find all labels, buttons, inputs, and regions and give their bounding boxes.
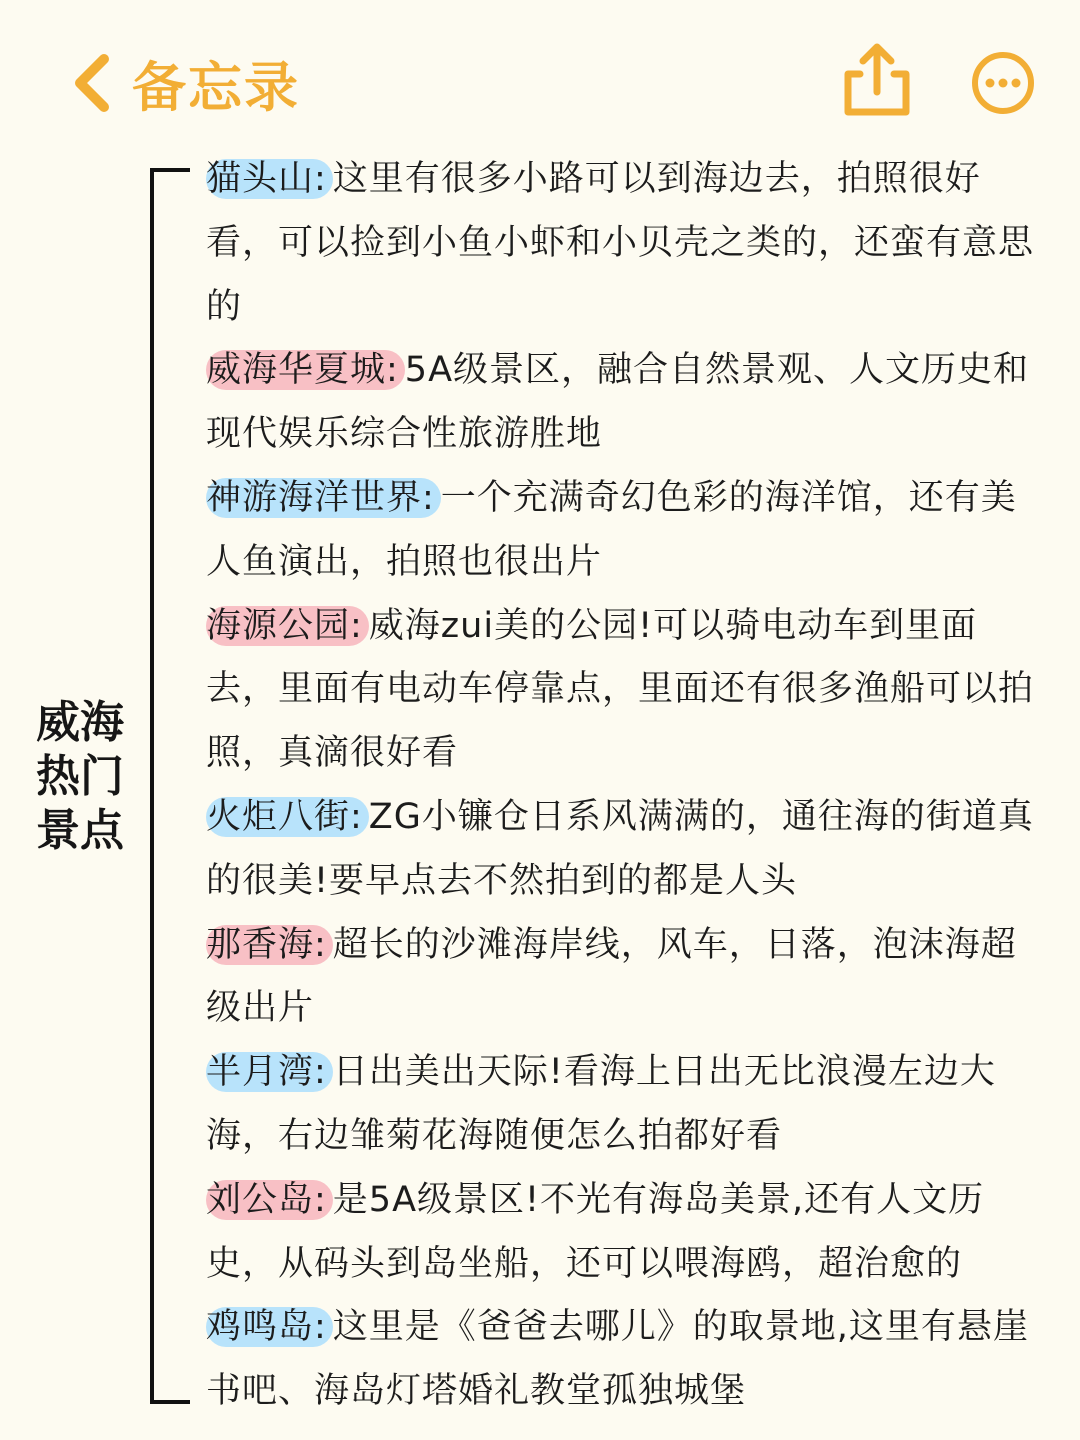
attraction-description: 超长的沙滩海岸线，风车，日落，泡沫海超级出片 [206,924,1017,1029]
attraction-name: 海源公园: [206,606,369,646]
navigation-bar [0,0,1080,150]
attraction-name: 鸡鸣岛: [206,1307,333,1347]
attraction-description: 威海zui美的公园!可以骑电动车到里面去，里面有电动车停靠点，里面还有很多渔船可以拍照，真滴很好看 [206,605,1035,774]
attraction-name: 神游海洋世界: [206,478,441,518]
list-item [206,467,1040,595]
share-button[interactable] [836,40,916,120]
attraction-name: 威海华夏城: [206,350,405,390]
attraction-name: 半月湾: [206,1052,333,1092]
attraction-description: 一个充满奇幻色彩的海洋馆，还有美人鱼演出，拍照也很出片 [206,477,1017,582]
list-item [206,1169,1040,1297]
more-icon [970,101,1036,120]
chevron-left-icon [72,53,112,113]
attraction-description: 是5A级景区!不光有海岛美景,还有人文历史，从码头到岛坐船，还可以喂海鸥，超治愈的 [206,1179,985,1284]
list-item [206,339,1040,467]
attractions-list [206,148,1040,1424]
section-title-line: 热门 [36,751,124,802]
bracket-divider [150,168,190,1404]
list-item [206,914,1040,1042]
more-button[interactable] [970,50,1036,116]
back-button[interactable] [72,38,300,128]
list-item [206,148,1040,339]
list-item [206,1296,1040,1424]
list-item [206,786,1040,914]
attraction-name: 刘公岛: [206,1180,333,1220]
attraction-name: 那香海: [206,925,333,965]
share-icon [836,105,916,124]
attraction-description: ZG小镰仓日系风满满的，通往海的街道真的很美!要早点去不然拍到的都是人头 [206,796,1034,901]
list-item [206,595,1040,786]
attraction-description: 这里有很多小路可以到海边去，拍照很好看，可以捡到小鱼小虾和小贝壳之类的，还蛮有意思的 [206,159,1035,327]
section-title [36,696,136,858]
attraction-description: 这里是《爸爸去哪儿》的取景地,这里有悬崖书吧、海岛灯塔婚礼教堂孤独城堡 [206,1307,1029,1412]
section-title-line: 威海 [36,697,124,748]
attraction-description: 日出美出天际!看海上日出无比浪漫左边大海，右边雏菊花海随便怎么拍都好看 [206,1052,996,1156]
section-title-line: 景点 [36,805,124,856]
attraction-name: 火炬八街: [206,797,369,837]
attraction-name: 猫头山: [206,159,333,199]
attraction-description: 5A级景区，融合自然景观、人文历史和现代娱乐综合性旅游胜地 [206,350,1030,455]
back-label: 备忘录 [132,55,300,119]
list-item [206,1041,1040,1169]
